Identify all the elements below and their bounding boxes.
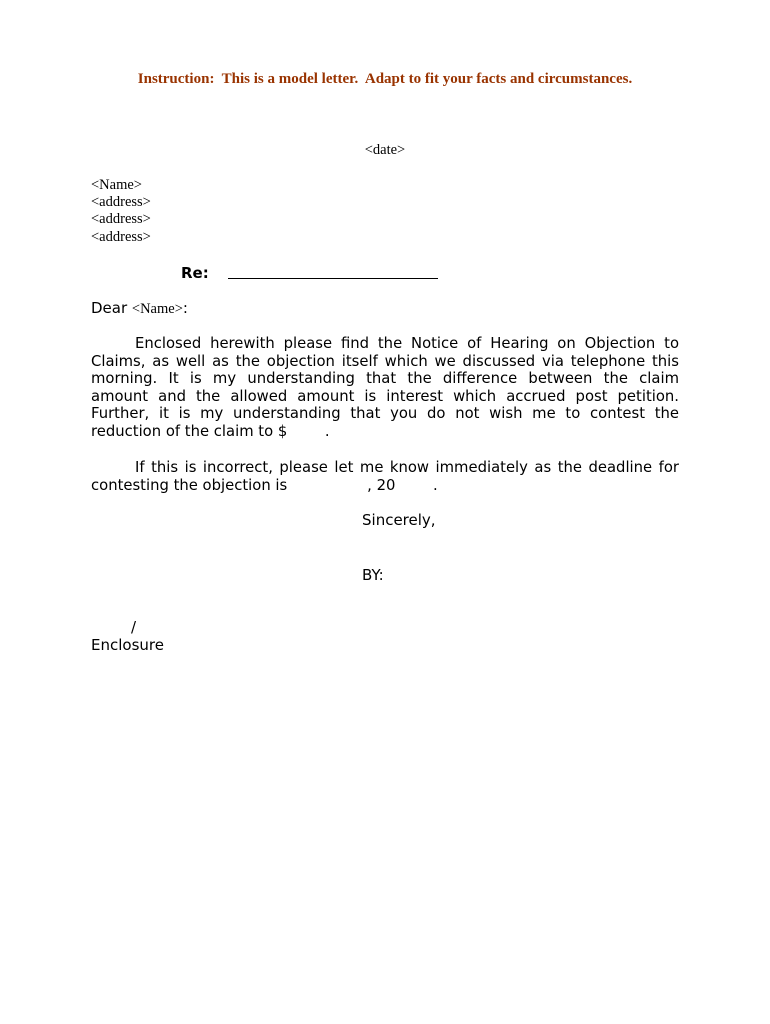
paragraph-1-line: amount and the allowed amount is interest which accrued post petition. — [91, 387, 679, 405]
paragraph-1-line: reduction of the claim to $ . — [91, 422, 330, 440]
paragraph-1-line: Claims, as well as the objection itself which we discussed via telephone this — [91, 352, 679, 370]
initials-separator: / — [131, 618, 137, 636]
salutation — [91, 299, 188, 318]
paragraph-1-line: Further, it is my understanding that you do not wish me to contest the — [91, 405, 679, 422]
closing: Sincerely, — [362, 511, 436, 529]
salutation-prefix: Dear — [91, 299, 132, 317]
instruction-note: Instruction: This is a model letter. Adapt to fit your facts and circumstances. — [137, 71, 633, 87]
recipient-name: <Name> — [91, 177, 142, 193]
re-label: Re: — [181, 264, 209, 282]
paragraph-2-line: contesting the objection is , 20 . — [91, 476, 438, 494]
letter-date: <date> — [364, 142, 406, 158]
salutation-suffix: : — [182, 299, 188, 317]
paragraph-2-line: If this is incorrect, please let me know immediately as the deadline for — [135, 459, 679, 476]
body-paragraph-1 — [91, 335, 679, 440]
body-paragraph-2 — [91, 459, 679, 494]
signature-by-label: BY: — [362, 566, 384, 584]
recipient-address-line-1: <address> — [91, 194, 151, 210]
salutation-name: <Name> — [131, 301, 183, 317]
enclosure-note: Enclosure — [91, 636, 164, 654]
paragraph-1-line: morning. It is my understanding that the difference between the claim — [91, 370, 679, 387]
recipient-address-line-2: <address> — [91, 211, 151, 227]
paragraph-1-line: Enclosed herewith please find the Notice of Hearing on Objection to — [135, 335, 679, 352]
re-subject-blank-line — [228, 278, 438, 279]
recipient-address-line-3: <address> — [91, 229, 151, 245]
